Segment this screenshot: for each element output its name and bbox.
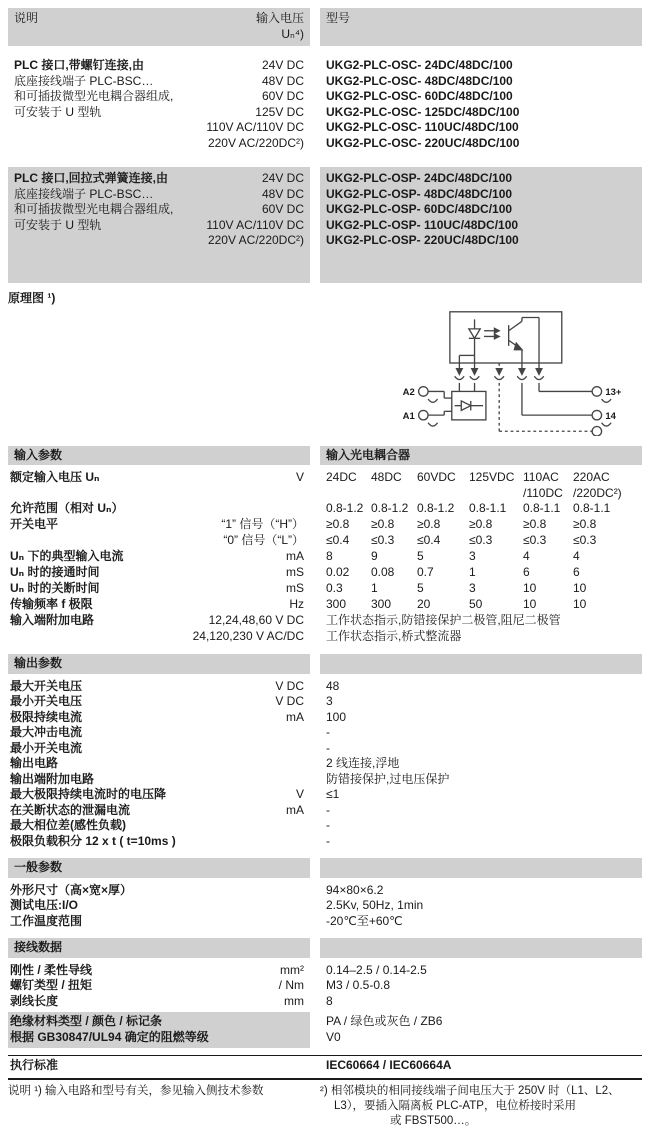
param-row	[8, 581, 642, 597]
terminal-a1-label: A1	[402, 410, 415, 422]
voltage-value: 48V DC	[261, 186, 304, 201]
param-label: Uₙ 时的关断时间	[10, 581, 100, 595]
standards-label: 执行标准	[10, 1058, 59, 1072]
model-number: UKG2-PLC-OSP- 24DC/48DC/100	[326, 171, 513, 185]
param-label: 额定输入电压 Uₙ	[10, 470, 100, 484]
input-params-table	[8, 465, 642, 649]
param-row	[8, 787, 642, 803]
param-row	[8, 710, 642, 726]
model-number: UKG2-PLC-OSC- 110UC/48DC/100	[326, 120, 519, 134]
param-row	[8, 613, 642, 629]
param-value: M3 / 0.5-0.8	[326, 978, 391, 992]
voltage-value: 48V DC	[261, 73, 304, 88]
param-label: 刚性 / 柔性导线	[10, 962, 93, 977]
header-voltage-line1: 输入电压	[255, 11, 304, 25]
col-header: 24DC	[326, 470, 357, 484]
osc-desc-line: PLC 接口,带螺钉连接,由	[14, 58, 145, 72]
param-value: 工作状态指示,防错接保护二极管,阻尼二极管	[326, 613, 561, 627]
osc-model-list	[320, 54, 642, 155]
param-row	[8, 914, 642, 930]
param-label: 传输频率 f 极限	[10, 597, 93, 611]
terminal-13-label: 13+	[605, 387, 622, 399]
param-label: 开关电平	[10, 517, 59, 531]
cell: ≥0.8	[573, 517, 597, 531]
cell: 0.8-1.2	[326, 501, 364, 515]
param-value: -	[326, 818, 330, 832]
cell: 3	[469, 549, 476, 563]
param-label: 最大极限持续电流时的电压降	[10, 787, 167, 801]
param-value: 100	[326, 709, 347, 724]
product-block-osp	[8, 165, 642, 285]
param-label: Uₙ 下的典型输入电流	[10, 549, 124, 563]
general-params-title: 一般参数	[8, 858, 310, 878]
cell: 4	[573, 549, 580, 563]
standards-row	[8, 1056, 642, 1076]
cell: 20	[417, 597, 431, 611]
param-value: -	[326, 802, 330, 817]
header-model-label: 型号	[326, 11, 351, 25]
col-header: 60VDC	[417, 470, 456, 484]
terminal-14-label: 14	[605, 410, 616, 422]
voltage-value: 110V AC/110V DC	[206, 120, 304, 134]
general-params-table	[8, 878, 642, 934]
param-row	[8, 501, 642, 517]
param-unit: “1” 信号（“H”）	[221, 517, 304, 531]
footnote-right-line: L3），要插入隔离板 PLC-ATP，电位桥接时采用	[334, 1099, 576, 1112]
output-params-table	[8, 674, 642, 854]
wiring-title: 接线数据	[8, 938, 310, 958]
param-label: 工作温度范围	[10, 913, 83, 928]
model-number: UKG2-PLC-OSP- 220UC/48DC/100	[326, 233, 519, 247]
col-header-line2: /220DC²)	[573, 485, 622, 500]
cell: ≤0.3	[573, 533, 597, 547]
param-label: 极限持续电流	[10, 709, 83, 724]
osp-desc-line: 和可插拔微型光电耦合器组成,	[14, 202, 174, 216]
input-params-title: 输入参数	[8, 446, 310, 466]
cell: 10	[523, 581, 537, 595]
cell: ≥0.8	[469, 517, 493, 531]
param-value: 3	[326, 694, 333, 708]
osc-desc-line: 底座接线端子 PLC-BSC…	[14, 73, 154, 88]
output-params-section-bar	[8, 654, 642, 674]
param-label: 测试电压:I/O	[10, 898, 78, 912]
cell: 4	[523, 549, 530, 563]
model-number: UKG2-PLC-OSC- 220UC/48DC/100	[326, 135, 520, 150]
footnote-right-line: ²) 相邻模块的相同接线端子间电压大于 250V 时（L1、L2、	[320, 1084, 620, 1097]
param-row	[8, 994, 642, 1010]
cell: 9	[371, 549, 378, 563]
cell: ≤0.4	[417, 533, 441, 547]
wiring-section-bar	[8, 938, 642, 958]
param-unit: mS	[286, 565, 304, 579]
voltage-value: 125V DC	[255, 104, 304, 119]
param-label: 输入端附加电路	[10, 613, 95, 627]
standards-value: IEC60664 / IEC60664A	[326, 1058, 452, 1072]
cell: 1	[469, 565, 476, 579]
col-header-line2: /110DC	[523, 485, 563, 500]
cell: 1	[371, 581, 378, 595]
param-label: 输出端附加电路	[10, 771, 95, 786]
header-left-cell	[8, 8, 310, 46]
param-unit: mS	[286, 581, 304, 595]
osc-desc-line: 和可插拔微型光电耦合器组成,	[14, 89, 174, 103]
param-value: 2.5Kv, 50Hz, 1min	[326, 898, 424, 912]
cell: 6	[523, 565, 530, 579]
output-params-bar-right	[320, 654, 642, 674]
param-value: 0.14–2.5 / 0.14-2.5	[326, 962, 427, 977]
osc-voltage-list	[206, 58, 304, 151]
cell: 3	[469, 581, 476, 595]
cell: 0.7	[417, 565, 434, 579]
param-row	[8, 741, 642, 757]
param-unit: mA	[286, 709, 304, 724]
cell: 8	[326, 549, 333, 563]
voltage-value: 220V AC/220DC²)	[207, 135, 304, 150]
voltage-value: 24V DC	[261, 58, 304, 72]
param-unit: V	[295, 787, 304, 801]
param-value: 48	[326, 678, 340, 693]
param-unit: mA	[286, 549, 304, 563]
param-row	[8, 517, 642, 533]
model-number: UKG2-PLC-OSP- 60DC/48DC/100	[326, 202, 513, 216]
param-label: 允许范围（相对 Uₙ）	[10, 501, 124, 515]
cell: 0.8-1.1	[523, 501, 561, 515]
voltage-value: 24V DC	[261, 171, 304, 185]
cell: 0.3	[326, 581, 343, 595]
cell: 0.8-1.1	[573, 501, 611, 515]
param-unit: 12,24,48,60 V DC	[208, 613, 304, 627]
model-number: UKG2-PLC-OSP- 110UC/48DC/100	[326, 217, 519, 232]
model-number: UKG2-PLC-OSC- 60DC/48DC/100	[326, 89, 513, 103]
param-label	[10, 533, 223, 549]
param-unit: mA	[286, 802, 304, 817]
param-row	[8, 565, 642, 581]
param-row	[8, 629, 642, 645]
param-unit: Hz	[289, 597, 304, 611]
param-label	[10, 629, 193, 645]
param-row	[8, 898, 642, 914]
schematic-diagram	[396, 308, 642, 441]
wiring-bar-right	[320, 938, 642, 958]
param-row	[8, 883, 642, 899]
param-row	[8, 756, 642, 772]
cell: 5	[417, 581, 424, 595]
cell: ≥0.8	[523, 517, 547, 531]
param-unit: “0” 信号（“L”）	[223, 533, 304, 547]
input-params-section-bar	[8, 446, 642, 466]
cell: ≤0.3	[371, 533, 395, 547]
param-unit: mm²	[280, 962, 304, 977]
param-unit: mm	[284, 993, 304, 1008]
output-params-title: 输出参数	[8, 654, 310, 674]
param-row	[8, 597, 642, 613]
cell: ≥0.8	[417, 517, 441, 531]
cell: ≥0.8	[326, 517, 350, 531]
footnotes	[8, 1080, 642, 1129]
param-value: 工作状态指示,桥式整流器	[326, 629, 462, 643]
model-number: UKG2-PLC-OSC- 24DC/48DC/100	[326, 58, 513, 72]
cell: 0.8-1.1	[469, 501, 507, 515]
voltage-column-headers	[320, 470, 642, 501]
param-row-gray	[8, 1030, 642, 1049]
param-label: 输出电路	[10, 756, 59, 770]
cell: 5	[417, 549, 424, 563]
header-voltage-line2: Uₙ⁴)	[281, 26, 304, 41]
rated-voltage-row	[8, 470, 642, 501]
osp-desc-line: 底座接线端子 PLC-BSC…	[14, 186, 154, 201]
col-header: 48DC	[371, 470, 402, 484]
voltage-value: 60V DC	[261, 89, 304, 103]
wiring-table	[8, 958, 642, 1053]
osp-description-cell	[8, 167, 310, 283]
model-number: UKG2-PLC-OSC- 125DC/48DC/100	[326, 104, 520, 119]
cell: 50	[469, 597, 483, 611]
cell: 0.8-1.2	[371, 501, 409, 515]
product-block-osc	[8, 52, 642, 157]
cell: 10	[523, 597, 537, 611]
param-value: 2 线连接,浮地	[326, 756, 400, 770]
cell: ≤0.4	[326, 533, 350, 547]
param-label: 外形尺寸（高×宽×厚）	[10, 882, 133, 897]
model-number: UKG2-PLC-OSC- 48DC/48DC/100	[326, 73, 513, 88]
param-label: 根据 GB30847/UL94 确定的阻燃等级	[10, 1029, 209, 1044]
param-row	[8, 803, 642, 819]
schematic-title: 原理图 ¹)	[8, 290, 56, 305]
param-row-gray	[8, 1012, 642, 1030]
param-label: Uₙ 时的接通时间	[10, 565, 100, 579]
param-value: 94×80×6.2	[326, 882, 384, 897]
param-row	[8, 978, 642, 994]
param-label: 最大相位差(感性负载)	[10, 818, 126, 832]
osc-desc-line: 可安装于 U 型轨	[14, 104, 102, 119]
param-row	[8, 549, 642, 565]
param-row	[8, 772, 642, 788]
param-label: 剥线长度	[10, 993, 59, 1008]
param-value: ≤1	[326, 787, 340, 801]
general-params-bar-right	[320, 858, 642, 878]
param-label: 螺钉类型 / 扭矩	[10, 978, 93, 992]
header-desc-label: 说明	[14, 11, 39, 25]
param-value: -	[326, 833, 330, 848]
param-value: 防错接保护,过电压保护	[326, 771, 450, 786]
param-value: V0	[326, 1029, 341, 1044]
param-row	[8, 679, 642, 695]
cell: ≤0.3	[523, 533, 547, 547]
input-optocoupler-title: 输入光电耦合器	[320, 446, 642, 466]
cell: 10	[573, 581, 587, 595]
header-voltage-label	[256, 11, 304, 43]
param-row	[8, 818, 642, 834]
footnote-right-line: 或 FBST500…。	[390, 1114, 477, 1127]
osp-desc-line: 可安装于 U 型轨	[14, 217, 102, 232]
param-value: PA / 绿色或灰色 / ZB6	[326, 1014, 443, 1028]
osp-voltage-list	[206, 171, 304, 249]
param-unit: V DC	[275, 678, 304, 693]
cell: 6	[573, 565, 580, 579]
param-label: 绝缘材料类型 / 颜色 / 标记条	[10, 1014, 163, 1028]
param-label: 极限负载积分 12 x t ( t=10ms )	[10, 833, 176, 848]
param-row	[8, 725, 642, 741]
col-header: 125VDC	[469, 470, 515, 484]
osp-model-list	[320, 167, 642, 283]
cell: 0.8-1.2	[417, 501, 455, 515]
param-row	[8, 963, 642, 979]
header-model-cell	[320, 8, 642, 46]
param-value: -	[326, 725, 330, 739]
col-header: 220AC	[573, 470, 610, 484]
osc-description	[14, 58, 206, 151]
voltage-value: 110V AC/110V DC	[206, 217, 304, 232]
cell: 300	[326, 597, 347, 611]
param-unit: 24,120,230 V AC/DC	[192, 629, 304, 643]
osp-desc-line: PLC 接口,回拉式弹簧连接,由	[14, 171, 169, 185]
footnote-right	[320, 1084, 642, 1129]
voltage-value: 220V AC/220DC²)	[207, 233, 304, 247]
col-header: 110AC	[523, 470, 559, 484]
param-label: 最大开关电压	[10, 678, 83, 693]
param-label: 在关断状态的泄漏电流	[10, 802, 131, 817]
cell: ≤0.3	[469, 533, 493, 547]
param-unit: V	[295, 470, 304, 484]
voltage-value: 60V DC	[261, 202, 304, 216]
param-label: 最大冲击电流	[10, 725, 83, 739]
param-label: 最小开关电流	[10, 740, 83, 755]
param-label: 最小开关电压	[10, 694, 83, 708]
param-value: -	[326, 740, 330, 755]
param-row	[8, 694, 642, 710]
param-row	[8, 834, 642, 850]
cell: 10	[573, 597, 587, 611]
terminal-a2-label: A2	[402, 387, 415, 399]
param-value: -20℃至+60℃	[326, 913, 403, 928]
osp-description	[14, 171, 206, 249]
param-unit: V DC	[275, 694, 304, 708]
cell: 0.08	[371, 565, 395, 579]
top-header-bar	[8, 8, 642, 46]
footnote-left: 说明 ¹) 输入电路和型号有关，参见输入侧技术参数	[8, 1084, 264, 1097]
general-params-section-bar	[8, 858, 642, 878]
cell: ≥0.8	[371, 517, 395, 531]
cell: 0.02	[326, 565, 350, 579]
model-number: UKG2-PLC-OSP- 48DC/48DC/100	[326, 186, 513, 201]
param-unit: / Nm	[278, 978, 304, 992]
param-value: 8	[326, 993, 333, 1008]
osc-description-cell	[8, 54, 310, 155]
optocoupler-circuit-icon	[396, 308, 646, 436]
cell: 300	[371, 597, 392, 611]
param-row	[8, 533, 642, 549]
